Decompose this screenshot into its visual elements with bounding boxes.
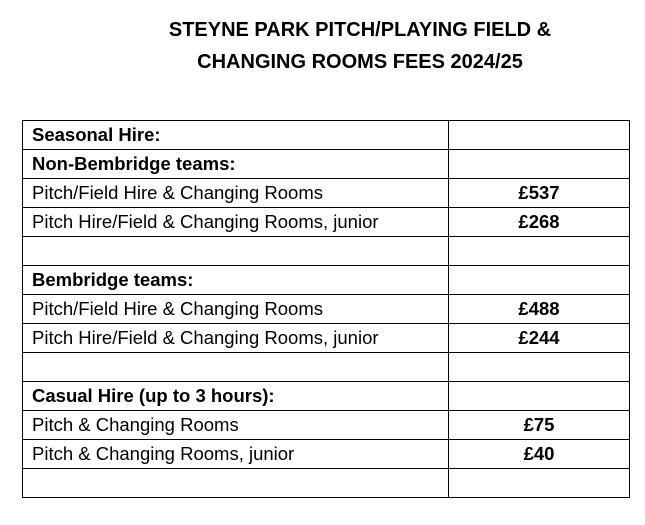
row-label: [23, 469, 449, 498]
table-row: [23, 411, 630, 440]
row-fee: [449, 382, 630, 411]
table-row: [23, 440, 630, 469]
row-fee: [449, 353, 630, 382]
table-row: [23, 353, 630, 382]
table-row: [23, 121, 630, 150]
row-label: Pitch Hire/Field & Changing Rooms, junior: [23, 324, 449, 353]
table-row: [23, 150, 630, 179]
row-fee: £268: [449, 208, 630, 237]
row-fee: [449, 150, 630, 179]
row-label: Non-Bembridge teams:: [23, 150, 449, 179]
row-label: Seasonal Hire:: [23, 121, 449, 150]
table-row: [23, 382, 630, 411]
table-row: [23, 179, 630, 208]
row-fee: £75: [449, 411, 630, 440]
table-row: [23, 469, 630, 498]
row-label: Casual Hire (up to 3 hours):: [23, 382, 449, 411]
title-line-1: STEYNE PARK PITCH/PLAYING FIELD &: [168, 19, 552, 41]
row-label: Bembridge teams:: [23, 266, 449, 295]
row-fee: £244: [449, 324, 630, 353]
table-row: [23, 295, 630, 324]
row-label: [23, 353, 449, 382]
row-label: Pitch/Field Hire & Changing Rooms: [23, 179, 449, 208]
fees-table: [22, 120, 630, 498]
row-label: Pitch/Field Hire & Changing Rooms: [23, 295, 449, 324]
row-label: [23, 237, 449, 266]
table-row: [23, 237, 630, 266]
row-label: Pitch Hire/Field & Changing Rooms, junior: [23, 208, 449, 237]
row-label: Pitch & Changing Rooms, junior: [23, 440, 449, 469]
row-label: Pitch & Changing Rooms: [23, 411, 449, 440]
table-row: [23, 324, 630, 353]
row-fee: £40: [449, 440, 630, 469]
row-fee: [449, 469, 630, 498]
row-fee: [449, 237, 630, 266]
row-fee: £537: [449, 179, 630, 208]
table-row: [23, 208, 630, 237]
row-fee: £488: [449, 295, 630, 324]
row-fee: [449, 121, 630, 150]
title-line-2: CHANGING ROOMS FEES 2024/25: [197, 51, 523, 73]
row-fee: [449, 266, 630, 295]
table-row: [23, 266, 630, 295]
page-title: [0, 14, 645, 78]
